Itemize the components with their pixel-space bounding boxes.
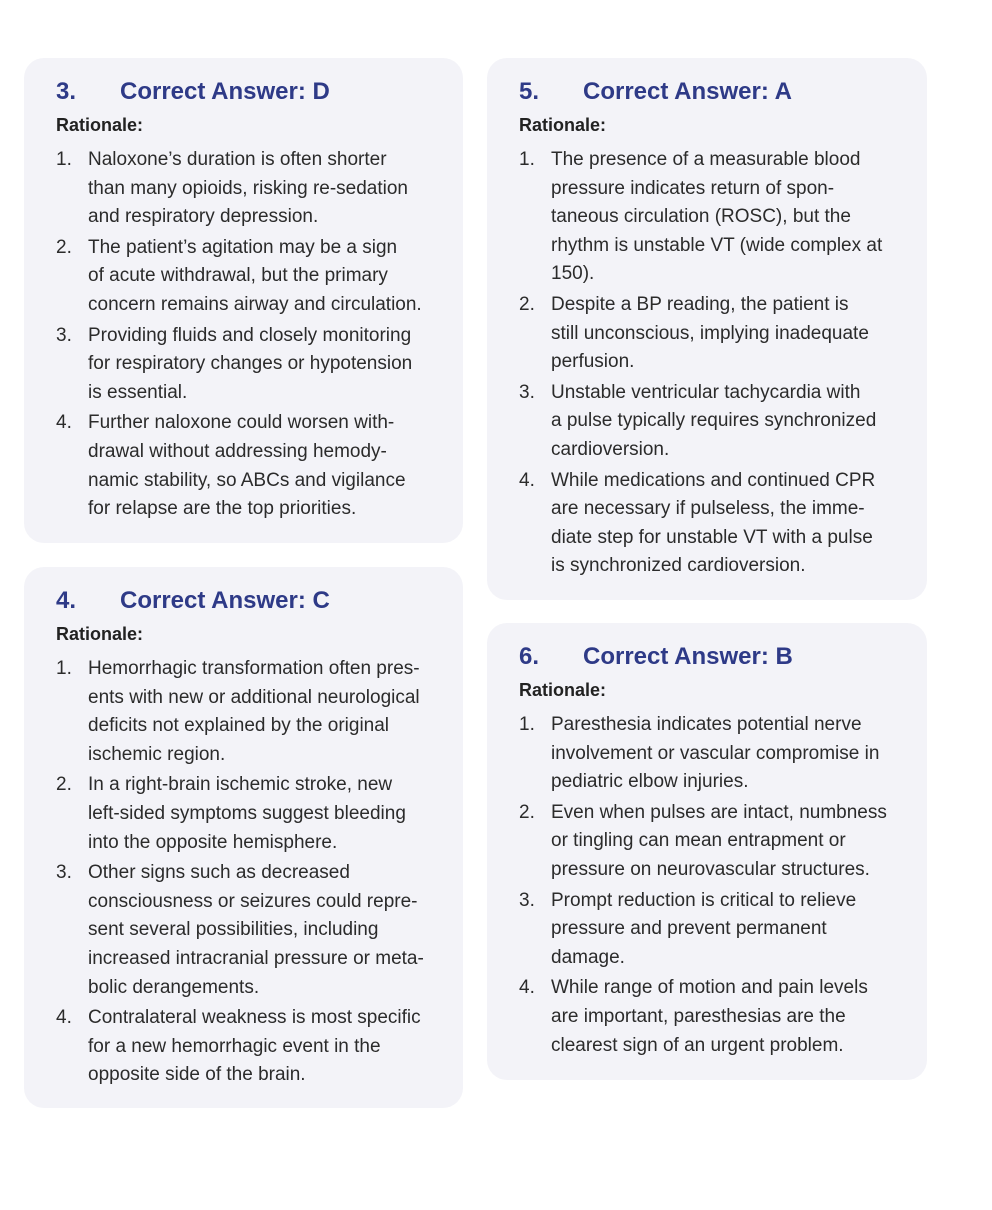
correct-answer-title: Correct Answer: D — [120, 78, 330, 105]
rationale-item — [56, 322, 433, 408]
text-line: of acute withdrawal, but the primary — [88, 265, 388, 287]
rationale-item-text — [88, 146, 433, 232]
text-line: ischemic region. — [88, 743, 226, 765]
rationale-item-number: 3. — [519, 889, 535, 911]
question-number: 4. — [56, 587, 77, 614]
text-line: and respiratory depression. — [88, 206, 319, 228]
text-line: 150). — [551, 263, 595, 285]
text-line: Hemorrhagic transformation often pres- — [88, 658, 420, 679]
answer-card-3 — [24, 58, 463, 543]
text-line: clearest sign of an urgent problem. — [551, 1034, 844, 1056]
text-line: Prompt reduction is critical to relieve — [551, 889, 857, 911]
text-line: are necessary if pulseless, the imme- — [551, 498, 865, 520]
answer-header — [56, 78, 433, 112]
rationale-label: Rationale: — [519, 680, 607, 700]
rationale-item — [519, 291, 897, 377]
text-line: deficits not explained by the original — [88, 715, 390, 737]
correct-answer-title: Correct Answer: B — [583, 643, 793, 670]
answer-card-5 — [487, 58, 927, 600]
text-line: Further naloxone could worsen with- — [88, 412, 395, 434]
text-line: into the opposite hemisphere. — [88, 831, 338, 853]
rationale-item-text — [551, 974, 897, 1060]
rationale-item-number: 1. — [56, 149, 72, 170]
text-line: consciousness or seizures could repre- — [88, 890, 418, 912]
rationale-item-text — [551, 799, 897, 885]
text-line: diate step for unstable VT with a pulse — [551, 526, 873, 548]
rationale-item-text — [551, 467, 897, 581]
rationale-list — [56, 655, 433, 1090]
text-line: cardioversion. — [551, 438, 670, 460]
answer-card-4 — [24, 567, 463, 1108]
rationale-item — [519, 711, 897, 797]
text-line: bolic derangements. — [88, 976, 260, 998]
rationale-item-number: 3. — [56, 324, 72, 346]
rationale-list — [519, 146, 897, 581]
answer-card-6 — [487, 623, 927, 1080]
text-line: involvement or vascular compromise in — [551, 742, 880, 764]
rationale-item-number: 4. — [519, 977, 535, 999]
rationale-item — [519, 887, 897, 973]
rationale-label: Rationale: — [56, 624, 144, 644]
rationale-item-text — [88, 859, 433, 1002]
rationale-item-text — [88, 655, 433, 769]
rationale-item-text — [551, 887, 897, 973]
text-line: Contralateral weakness is most specific — [88, 1007, 421, 1029]
text-line: pressure on neurovascular structures. — [551, 858, 870, 880]
text-line: Providing fluids and closely monitoring — [88, 324, 412, 346]
rationale-item-text — [88, 322, 433, 408]
text-line: increased intracranial pressure or meta- — [88, 947, 424, 969]
text-line: than many opioids, risking re-sedation — [88, 177, 409, 199]
text-line: left-sided symptoms suggest bleeding — [88, 802, 406, 824]
rationale-item — [56, 234, 433, 320]
rationale-item-text — [551, 379, 897, 465]
text-line: In a right-brain ischemic stroke, new — [88, 774, 393, 796]
text-line: damage. — [551, 946, 625, 968]
text-line: perfusion. — [551, 351, 635, 373]
rationale-item-number: 3. — [56, 862, 72, 884]
answer-header — [519, 643, 897, 677]
rationale-item-number: 1. — [56, 658, 72, 679]
correct-answer-title: Correct Answer: A — [583, 78, 792, 105]
rationale-item-number: 4. — [56, 412, 72, 434]
rationale-label: Rationale: — [519, 115, 607, 135]
rationale-item-number: 2. — [56, 236, 72, 258]
rationale-item-text — [551, 291, 897, 377]
rationale-item — [56, 655, 433, 769]
text-line: still unconscious, implying inadequate — [551, 322, 869, 344]
rationale-item — [519, 974, 897, 1060]
rationale-item-number: 2. — [519, 293, 535, 315]
rationale-item — [519, 146, 897, 289]
rationale-item-text — [88, 234, 433, 320]
rationale-item — [56, 1004, 433, 1090]
text-line: for a new hemorrhagic event in the — [88, 1035, 381, 1057]
rationale-item-number: 1. — [519, 149, 535, 170]
question-number: 6. — [519, 643, 540, 670]
rationale-item-number: 3. — [519, 381, 535, 403]
text-line: is synchronized cardioversion. — [551, 555, 806, 577]
text-line: a pulse typically requires synchronized — [551, 410, 877, 432]
rationale-item-text — [551, 146, 897, 289]
text-line: pressure and prevent permanent — [551, 918, 827, 940]
rationale-item — [56, 771, 433, 857]
text-line: Other signs such as decreased — [88, 862, 350, 884]
rationale-item-number: 2. — [519, 801, 535, 823]
text-line: While range of motion and pain levels — [551, 977, 868, 999]
text-line: concern remains airway and circulation. — [88, 293, 422, 315]
rationale-item-text — [88, 1004, 433, 1090]
rationale-item-text — [551, 711, 897, 797]
rationale-item — [56, 146, 433, 232]
text-line: While medications and continued CPR — [551, 469, 876, 491]
answer-header — [519, 78, 897, 112]
text-line: rhythm is unstable VT (wide complex at — [551, 234, 883, 256]
text-line: namic stability, so ABCs and vigilance — [88, 469, 406, 491]
text-line: pediatric elbow injuries. — [551, 771, 749, 793]
rationale-list — [56, 146, 433, 524]
rationale-item-number: 4. — [56, 1007, 72, 1029]
text-line: for relapse are the top priorities. — [88, 498, 357, 520]
text-line: sent several possibilities, including — [88, 919, 379, 941]
text-line: taneous circulation (ROSC), but the — [551, 206, 851, 228]
rationale-list — [519, 711, 897, 1060]
text-line: opposite side of the brain. — [88, 1064, 306, 1086]
text-line: is essential. — [88, 381, 188, 403]
rationale-item — [519, 467, 897, 581]
text-line: drawal without addressing hemody- — [88, 440, 387, 462]
text-line: for respiratory changes or hypotension — [88, 353, 413, 375]
answer-header — [56, 587, 433, 621]
correct-answer-title: Correct Answer: C — [120, 587, 330, 614]
question-number: 5. — [519, 78, 540, 105]
rationale-item — [519, 799, 897, 885]
text-line: Despite a BP reading, the patient is — [551, 293, 849, 315]
text-line: are important, paresthesias are the — [551, 1005, 846, 1027]
rationale-label: Rationale: — [56, 115, 144, 135]
rationale-item — [519, 379, 897, 465]
question-number: 3. — [56, 78, 77, 105]
rationale-item-number: 2. — [56, 774, 72, 796]
rationale-item-number: 1. — [519, 714, 535, 735]
text-line: or tingling can mean entrapment or — [551, 830, 846, 852]
rationale-item — [56, 409, 433, 523]
rationale-item — [56, 859, 433, 1002]
text-line: ents with new or additional neurological — [88, 686, 420, 708]
text-line: Unstable ventricular tachycardia with — [551, 381, 861, 403]
rationale-item-text — [88, 771, 433, 857]
rationale-item-text — [88, 409, 433, 523]
text-line: The presence of a measurable blood — [551, 149, 861, 170]
text-line: The patient’s agitation may be a sign — [88, 236, 398, 258]
text-line: Paresthesia indicates potential nerve — [551, 714, 862, 735]
text-line: Naloxone’s duration is often shorter — [88, 149, 387, 170]
text-line: pressure indicates return of spon- — [551, 177, 835, 199]
rationale-item-number: 4. — [519, 469, 535, 491]
text-line: Even when pulses are intact, numbness — [551, 801, 887, 823]
